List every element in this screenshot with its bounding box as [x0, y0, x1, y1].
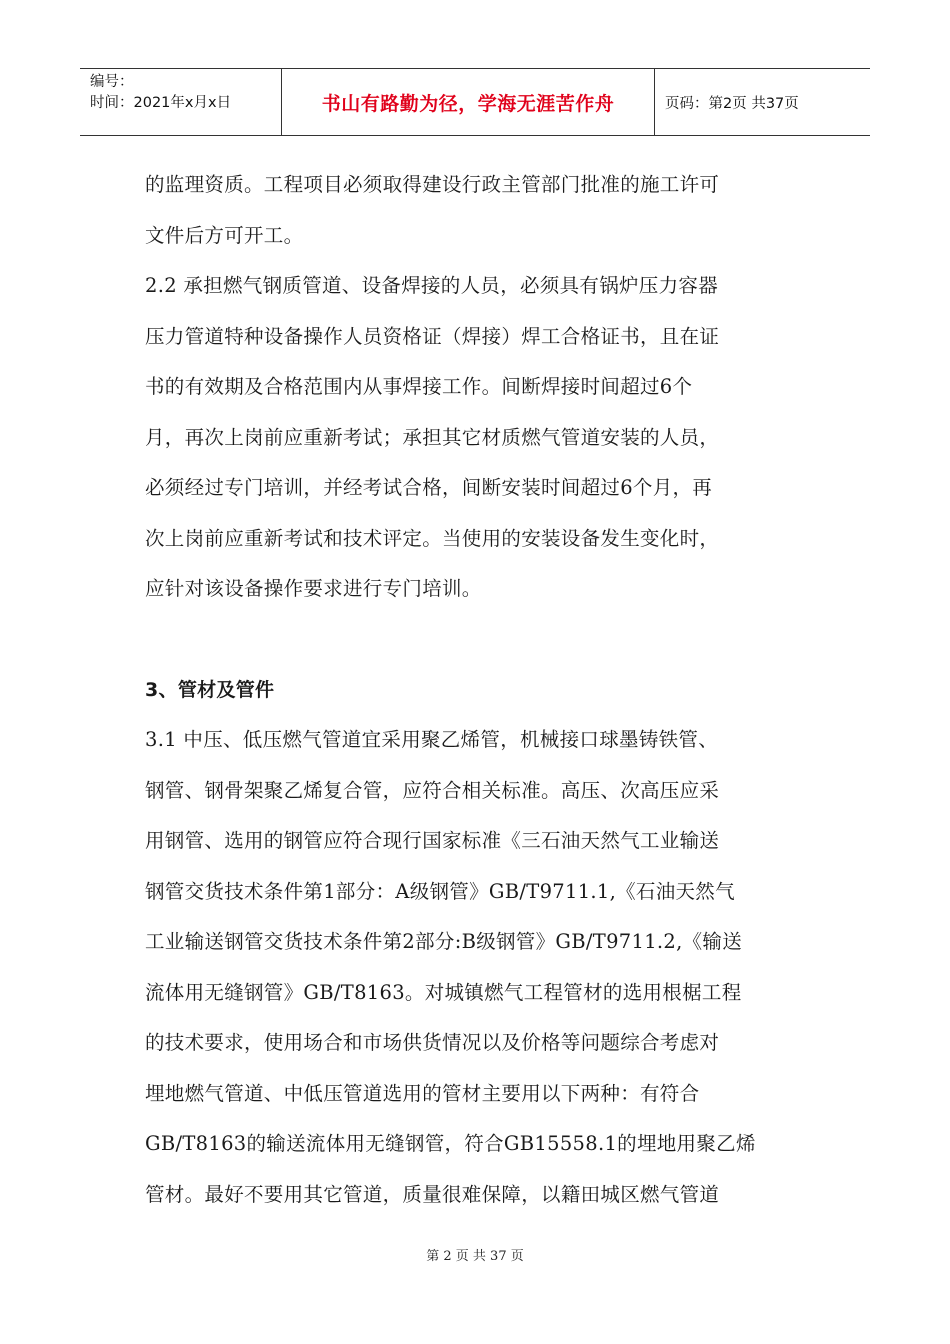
text-line: 的技术要求，使用场合和市场供货情况以及价格等问题综合考虑对: [145, 1031, 720, 1054]
text-line: 的监理资质。工程项目必须取得建设行政主管部门批准的施工许可: [145, 173, 720, 196]
text-line: 埋地燃气管道、中低压管道选用的管材主要用以下两种：有符合: [145, 1081, 700, 1105]
text-line: 3.1 中压、低压燃气管道宜采用聚乙烯管，机械接口球墨铸铁管、: [145, 728, 719, 751]
text-line: 钢管交货技术条件第1部分：A级钢管》GB/T9711.1,《石油天然气: [145, 879, 735, 903]
paragraph-2: [145, 261, 810, 615]
text-line: 2.2 承担燃气钢质管道、设备焊接的人员，必须具有锅炉压力容器: [145, 274, 719, 297]
paragraph-spacer: [145, 615, 810, 665]
text-line: 书的有效期及合格范围内从事焊接工作。间断焊接时间超过6个: [145, 375, 693, 398]
text-line: 必须经过专门培训，并经考试合格，间断安装时间超过6个月，再: [145, 476, 713, 499]
header-motto: 书山有路勤为径，学海无涯苦作舟: [282, 69, 655, 135]
text-line: 压力管道特种设备操作人员资格证（焊接）焊工合格证书，且在证: [145, 324, 720, 348]
document-body: [145, 160, 810, 1220]
paragraph-3: [145, 715, 810, 1220]
text-line: 次上岗前应重新考试和技术评定。当使用的安装设备发生变化时，: [145, 526, 720, 550]
text-line: 流体用无缝钢管》GB/T8163。对城镇燃气工程管材的选用根椐工程: [145, 980, 742, 1004]
page-footer: 第 2 页 共 37 页: [426, 1249, 524, 1264]
header-info-cell: [80, 69, 282, 135]
text-line: 用钢管、选用的钢管应符合现行国家标准《三石油天然气工业输送: [145, 829, 720, 852]
text-line: 钢管、钢骨架聚乙烯复合管，应符合相关标准。高压、次高压应采: [145, 778, 720, 802]
text-line: 管材。最好不要用其它管道，质量很难保障，以籍田城区燃气管道: [145, 1182, 720, 1206]
text-line: GB/T8163的输送流体用无缝钢管，符合GB15558.1的埋地用聚乙烯: [145, 1132, 756, 1155]
section-heading: 3、管材及管件: [145, 678, 275, 701]
document-time-label: 时间：2021年x月x日: [90, 95, 232, 111]
header-page-label: 页码：第2页 共37页: [665, 95, 799, 112]
text-line: 工业输送钢管交货技术条件第2部分:B级钢管》GB/T9711.2,《输送: [145, 930, 743, 953]
text-line: 月，再次上岗前应重新考试；承担其它材质燃气管道安装的人员，: [145, 425, 720, 449]
text-line: 应针对该设备操作要求进行专门培训。: [145, 577, 482, 600]
text-line: 文件后方可开工。: [145, 223, 304, 247]
document-number-label: 编号：: [90, 74, 134, 90]
page-header: [80, 68, 870, 136]
paragraph-1: [145, 160, 810, 261]
